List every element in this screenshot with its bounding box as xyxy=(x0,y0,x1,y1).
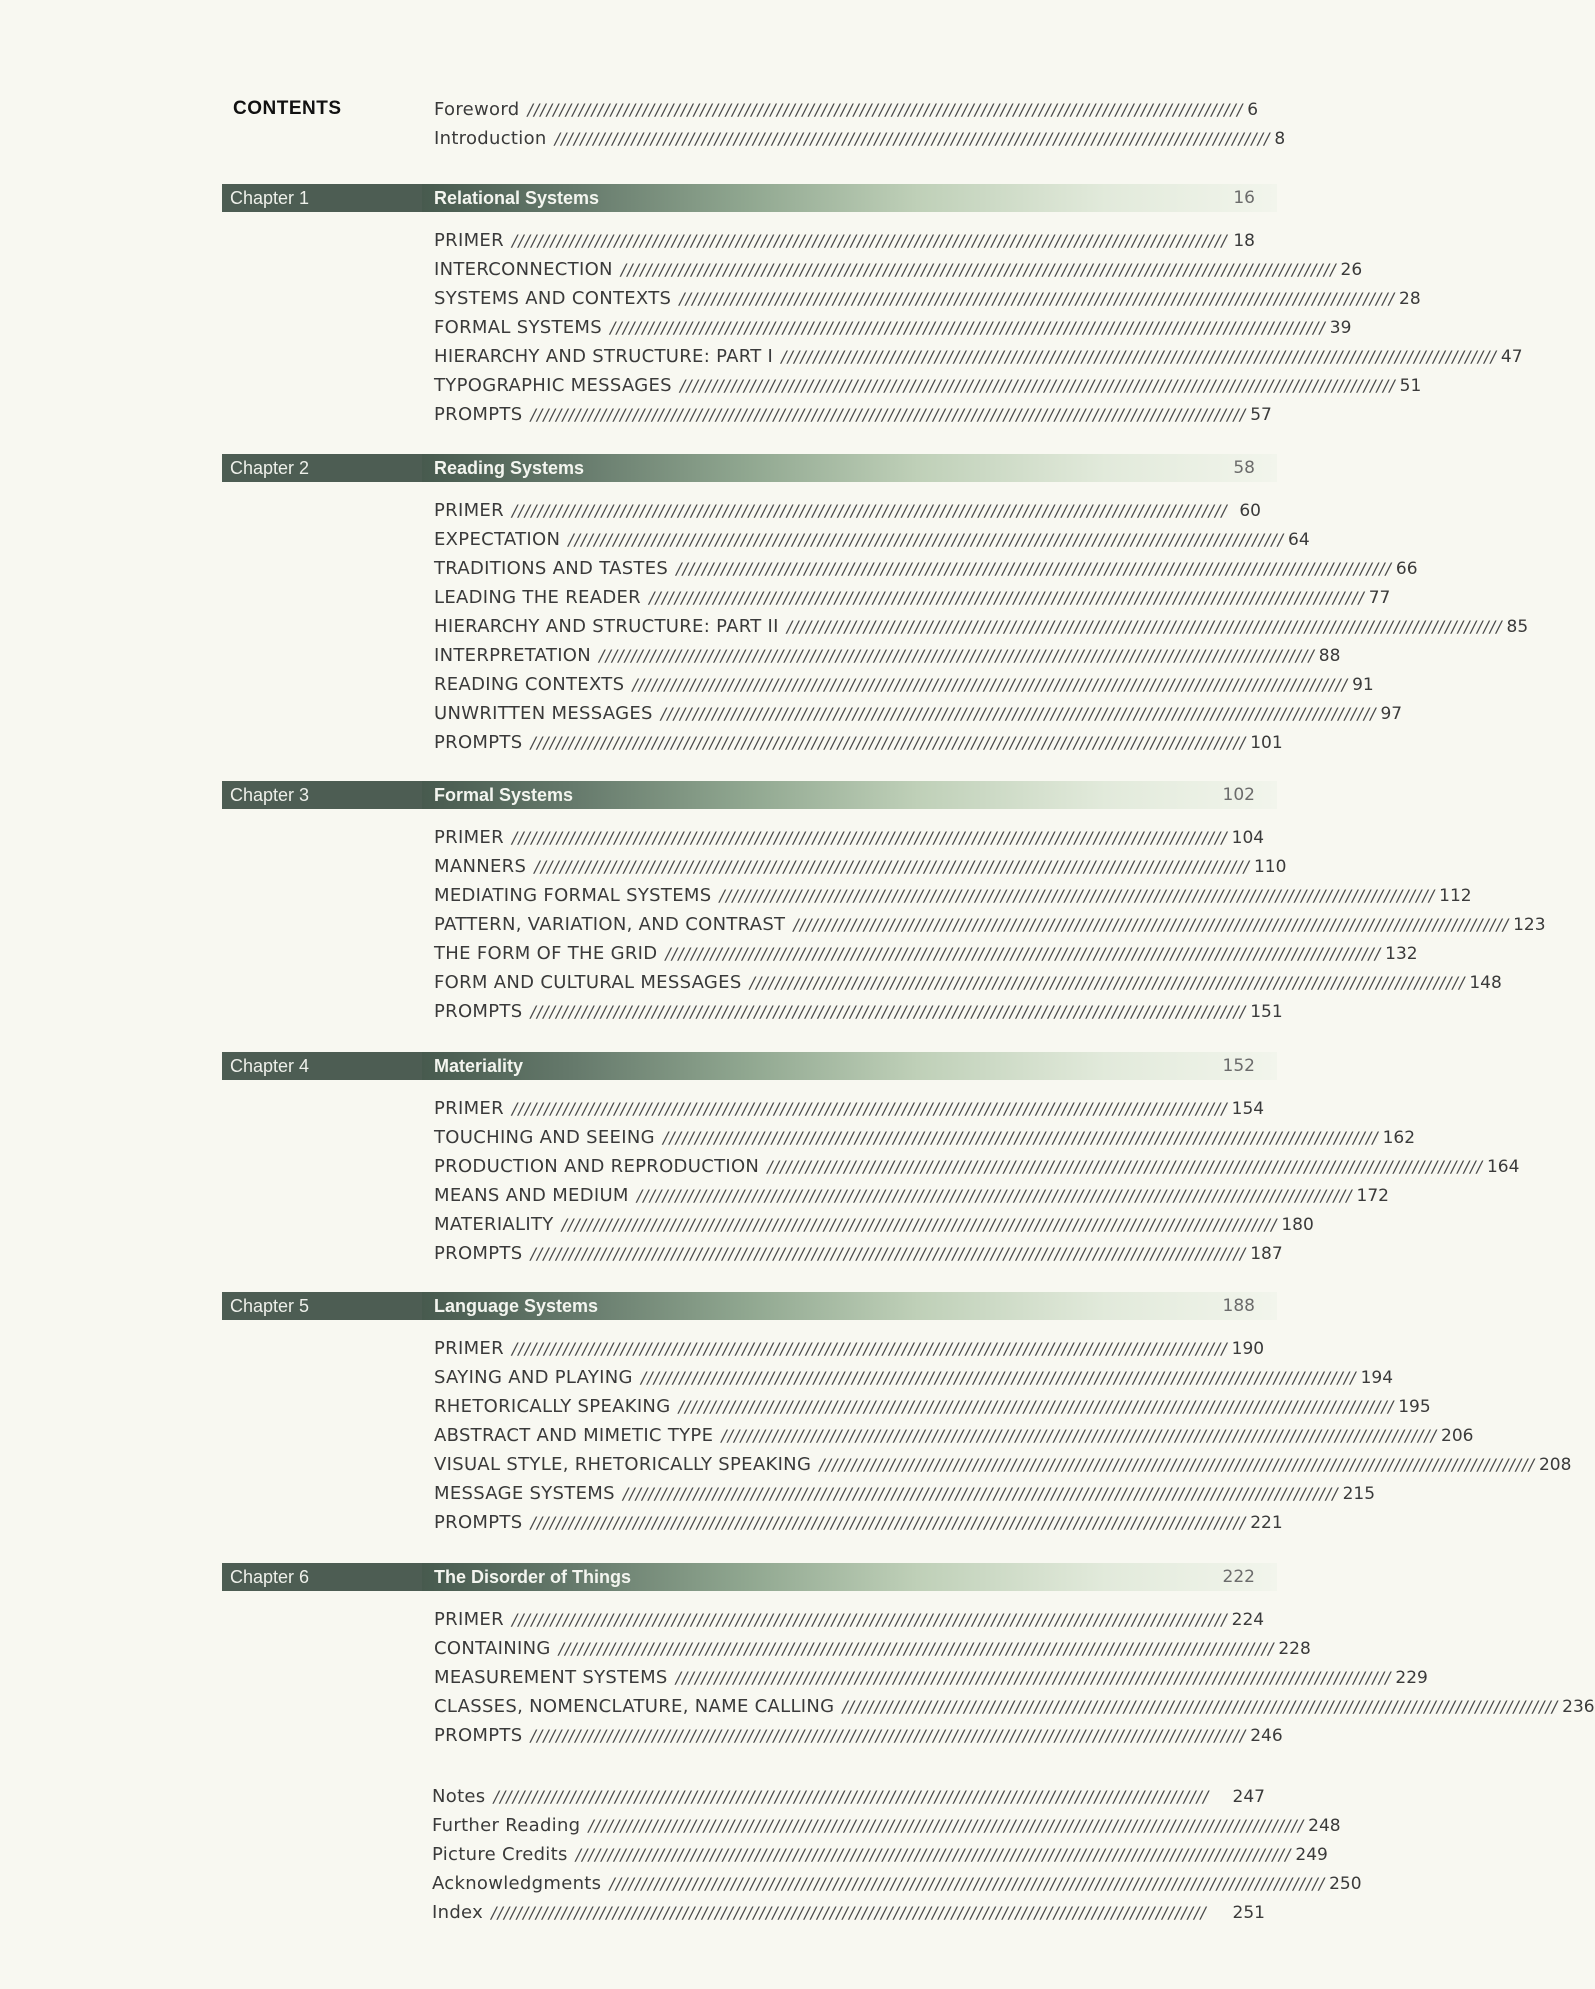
toc-entry[interactable] xyxy=(434,672,1374,698)
toc-entry-label: PRODUCTION AND REPRODUCTION xyxy=(434,1156,760,1177)
toc-entry-label: Further Reading xyxy=(432,1815,581,1836)
toc-entry-label: THE FORM OF THE GRID xyxy=(434,943,658,964)
toc-entry[interactable] xyxy=(434,97,1259,123)
toc-entry-page: 88 xyxy=(1318,646,1341,666)
toc-entry-page: 208 xyxy=(1538,1455,1572,1475)
chapter-header[interactable] xyxy=(222,184,1277,212)
dot-leader: //////////////////////////////////////////////////////////////////////////////////////////////////////////////// xyxy=(636,1186,1353,1205)
chapter-title: Relational Systems xyxy=(434,188,600,208)
toc-entry-label: ABSTRACT AND MIMETIC TYPE xyxy=(434,1425,714,1446)
toc-entry-page: 248 xyxy=(1308,1816,1341,1836)
toc-entry-label: CONTAINING xyxy=(434,1638,551,1659)
toc-entry[interactable] xyxy=(434,527,1310,553)
toc-entry-page: 194 xyxy=(1360,1368,1394,1388)
toc-entry-label: Index xyxy=(432,1902,484,1923)
toc-entry-label: PRIMER xyxy=(434,1338,504,1359)
toc-entry-label: MANNERS xyxy=(434,856,527,877)
toc-entry-page: 28 xyxy=(1399,289,1421,309)
toc-entry-page: 97 xyxy=(1380,704,1403,724)
toc-entry-page: 91 xyxy=(1352,675,1374,695)
toc-entry[interactable] xyxy=(434,643,1341,669)
toc-entry-page: 6 xyxy=(1247,100,1259,120)
toc-entry[interactable] xyxy=(434,585,1391,611)
toc-entry[interactable] xyxy=(434,1723,1283,1749)
toc-entry[interactable] xyxy=(434,1636,1311,1662)
dot-leader: //////////////////////////////////////////////////////////////////////////////////////////////////////////////// xyxy=(662,1128,1379,1147)
toc-entry[interactable] xyxy=(434,315,1352,341)
chapter-tab: Chapter 3 xyxy=(222,781,422,809)
toc-entry-label: Foreword xyxy=(434,99,520,120)
dot-leader: //////////////////////////////////////////////////////////////////////////////////////////////////////////////// xyxy=(781,347,1497,366)
dot-leader: //////////////////////////////////////////////////////////////////////////////////////////////////////////////// xyxy=(767,1157,1483,1176)
chapter-tab: Chapter 4 xyxy=(222,1052,422,1080)
toc-entry[interactable] xyxy=(434,1183,1389,1209)
toc-entry[interactable] xyxy=(434,126,1286,152)
dot-leader: //////////////////////////////////////////////////////////////////////////////////////////////////////////////// xyxy=(609,1874,1326,1893)
dot-leader: //////////////////////////////////////////////////////////////////////////////////////////////////////////////// xyxy=(679,376,1396,395)
chapter-title: Materiality xyxy=(434,1056,524,1076)
chapter-header[interactable] xyxy=(222,781,1277,809)
dot-leader: //////////////////////////////////////////////////////////////////////////////////////////////////////////////// xyxy=(568,530,1285,549)
chapter-page-number: 222 xyxy=(1222,1567,1255,1587)
toc-entry-label: MATERIALITY xyxy=(434,1214,554,1235)
dot-leader: //////////////////////////////////////////////////////////////////////////////////////////////////////////////// xyxy=(511,1610,1228,1629)
toc-entry-label: HIERARCHY AND STRUCTURE: PART I xyxy=(434,346,774,367)
toc-entry-page: 236 xyxy=(1562,1697,1595,1717)
toc-entry[interactable] xyxy=(434,1241,1283,1267)
dot-leader: //////////////////////////////////////////////////////////////////////////////////////////////////////////////// xyxy=(610,318,1326,337)
toc-entry[interactable] xyxy=(434,1154,1520,1180)
toc-entry-label: TRADITIONS AND TASTES xyxy=(434,558,669,579)
toc-entry-page: 110 xyxy=(1253,857,1287,877)
toc-entry-page: 247 xyxy=(1232,1787,1265,1807)
toc-entry-label: RHETORICALLY SPEAKING xyxy=(434,1396,671,1417)
toc-entry[interactable] xyxy=(434,701,1403,727)
toc-entry[interactable] xyxy=(434,402,1272,428)
toc-entry[interactable] xyxy=(432,1842,1328,1868)
toc-entry-page: 66 xyxy=(1395,559,1418,579)
toc-entry-label: LEADING THE READER xyxy=(434,587,641,608)
toc-entry[interactable] xyxy=(434,614,1529,640)
toc-entry[interactable] xyxy=(434,1607,1263,1633)
toc-entry-label: CLASSES, NOMENCLATURE, NAME CALLING xyxy=(434,1696,835,1717)
toc-entry-label: INTERPRETATION xyxy=(434,645,592,666)
toc-entry-page: 51 xyxy=(1399,376,1422,396)
dot-leader: //////////////////////////////////////////////////////////////////////////////////////////////////////////////// xyxy=(665,944,1382,963)
dot-leader: //////////////////////////////////////////////////////////////////////////////////////////////////////////////// xyxy=(558,1639,1275,1658)
toc-entry[interactable] xyxy=(432,1900,1265,1926)
toc-entry-label: HIERARCHY AND STRUCTURE: PART II xyxy=(434,616,779,637)
chapter-header[interactable] xyxy=(222,1292,1277,1320)
dot-leader: //////////////////////////////////////////////////////////////////////////////////////////////////////////////// xyxy=(749,973,1466,992)
toc-entry-page: 154 xyxy=(1231,1099,1265,1119)
toc-entry-label: PROMPTS xyxy=(434,732,523,753)
toc-entry-page: 26 xyxy=(1340,260,1363,280)
toc-entry[interactable] xyxy=(434,1452,1572,1478)
chapter-page-number: 152 xyxy=(1222,1056,1255,1076)
toc-entry-page: 77 xyxy=(1368,588,1391,608)
toc-entry-label: INTERCONNECTION xyxy=(434,259,613,280)
toc-entry-page: 172 xyxy=(1356,1186,1389,1206)
toc-entry[interactable] xyxy=(434,286,1421,312)
dot-leader: //////////////////////////////////////////////////////////////////////////////////////////////////////////////// xyxy=(561,1215,1278,1234)
toc-entry[interactable] xyxy=(432,1813,1341,1839)
toc-entry[interactable] xyxy=(434,912,1546,938)
toc-entry-label: Notes xyxy=(432,1786,486,1807)
toc-entry-page: 39 xyxy=(1329,318,1352,338)
toc-entry[interactable] xyxy=(434,825,1263,851)
dot-leader: //////////////////////////////////////////////////////////////////////////////////////////////////////////////// xyxy=(588,1816,1305,1835)
dot-leader: //////////////////////////////////////////////////////////////////////////////////////////////////////////////// xyxy=(530,405,1247,424)
toc-entry[interactable] xyxy=(434,999,1283,1025)
dot-leader: //////////////////////////////////////////////////////////////////////////////////////////////////////////////// xyxy=(493,1787,1210,1806)
toc-entry-page: 132 xyxy=(1385,944,1418,964)
toc-entry-label: VISUAL STYLE, RHETORICALLY SPEAKING xyxy=(434,1454,812,1475)
contents-heading: CONTENTS xyxy=(233,98,342,119)
dot-leader: //////////////////////////////////////////////////////////////////////////////////////////////////////////////// xyxy=(622,1484,1339,1503)
toc-entry-label: PRIMER xyxy=(434,1609,504,1630)
chapter-gradient-bar xyxy=(422,1052,1277,1080)
chapter-tab: Chapter 6 xyxy=(222,1563,422,1591)
toc-entry[interactable] xyxy=(434,1510,1283,1536)
toc-entry-label: PRIMER xyxy=(434,1098,504,1119)
toc-entry[interactable] xyxy=(434,228,1255,254)
dot-leader: //////////////////////////////////////////////////////////////////////////////////////////////////////////////// xyxy=(511,501,1228,520)
toc-entry-label: READING CONTEXTS xyxy=(434,674,625,695)
toc-entry-label: SYSTEMS AND CONTEXTS xyxy=(434,288,672,309)
toc-entry-page: 148 xyxy=(1469,973,1502,993)
toc-entry-label: TYPOGRAPHIC MESSAGES xyxy=(434,375,672,396)
toc-entry[interactable] xyxy=(434,1665,1428,1691)
chapter-header[interactable] xyxy=(222,454,1277,482)
toc-entry-page: 123 xyxy=(1513,915,1546,935)
toc-entry-label: PRIMER xyxy=(434,500,504,521)
toc-entry[interactable] xyxy=(432,1784,1265,1810)
dot-leader: //////////////////////////////////////////////////////////////////////////////////////////////////////////////// xyxy=(599,646,1315,665)
toc-entry-label: PROMPTS xyxy=(434,1725,523,1746)
toc-entry-label: PROMPTS xyxy=(434,1512,523,1533)
toc-entry-page: 206 xyxy=(1441,1426,1474,1446)
toc-entry-label: MEANS AND MEDIUM xyxy=(434,1185,629,1206)
toc-entry-page: 249 xyxy=(1295,1845,1328,1865)
toc-entry[interactable] xyxy=(434,854,1287,880)
chapter-title: Language Systems xyxy=(434,1296,599,1316)
toc-entry-label: MESSAGE SYSTEMS xyxy=(434,1483,615,1504)
dot-leader: //////////////////////////////////////////////////////////////////////////////////////////////////////////////// xyxy=(527,100,1244,119)
chapter-tab: Chapter 1 xyxy=(222,184,422,212)
dot-leader: //////////////////////////////////////////////////////////////////////////////////////////////////////////////// xyxy=(530,1002,1247,1021)
toc-entry[interactable] xyxy=(434,257,1363,283)
toc-entry-page: 104 xyxy=(1231,828,1265,848)
toc-entry-label: Acknowledgments xyxy=(432,1873,602,1894)
chapter-page-number: 58 xyxy=(1233,458,1255,478)
toc-entry-page: 47 xyxy=(1500,347,1523,367)
dot-leader: //////////////////////////////////////////////////////////////////////////////////////////////////////////////// xyxy=(719,886,1436,905)
dot-leader: //////////////////////////////////////////////////////////////////////////////////////////////////////////////// xyxy=(511,1099,1228,1118)
dot-leader: //////////////////////////////////////////////////////////////////////////////////////////////////////////////// xyxy=(530,733,1247,752)
toc-entry[interactable] xyxy=(434,941,1418,967)
toc-entry-label: EXPECTATION xyxy=(434,529,561,550)
toc-entry-label: PRIMER xyxy=(434,230,504,251)
toc-entry-page: 18 xyxy=(1233,231,1255,251)
toc-entry-page: 64 xyxy=(1288,530,1310,550)
dot-leader: //////////////////////////////////////////////////////////////////////////////////////////////////////////////// xyxy=(491,1903,1207,1922)
toc-entry-page: 112 xyxy=(1439,886,1472,906)
dot-leader: //////////////////////////////////////////////////////////////////////////////////////////////////////////////// xyxy=(530,1513,1247,1532)
toc-entry-page: 151 xyxy=(1250,1002,1283,1022)
chapter-header[interactable] xyxy=(222,1052,1277,1080)
toc-entry[interactable] xyxy=(434,1694,1595,1720)
toc-entry-page: 57 xyxy=(1250,405,1272,425)
dot-leader: //////////////////////////////////////////////////////////////////////////////////////////////////////////////// xyxy=(554,129,1271,148)
dot-leader: //////////////////////////////////////////////////////////////////////////////////////////////////////////////// xyxy=(511,1339,1228,1358)
toc-entry-page: 246 xyxy=(1250,1726,1283,1746)
dot-leader: //////////////////////////////////////////////////////////////////////////////////////////////////////////////// xyxy=(660,704,1377,723)
toc-entry-label: PROMPTS xyxy=(434,1001,523,1022)
toc-entry[interactable] xyxy=(434,1096,1263,1122)
dot-leader: //////////////////////////////////////////////////////////////////////////////////////////////////////////////// xyxy=(648,588,1365,607)
dot-leader: //////////////////////////////////////////////////////////////////////////////////////////////////////////////// xyxy=(721,1426,1437,1445)
toc-entry-label: PROMPTS xyxy=(434,1243,523,1264)
toc-entry-page: 224 xyxy=(1231,1610,1265,1630)
toc-entry[interactable] xyxy=(434,1365,1394,1391)
dot-leader: //////////////////////////////////////////////////////////////////////////////////////////////////////////////// xyxy=(675,1668,1392,1687)
dot-leader: //////////////////////////////////////////////////////////////////////////////////////////////////////////////// xyxy=(676,559,1392,578)
toc-entry-page: 221 xyxy=(1250,1513,1283,1533)
toc-entry-label: SAYING AND PLAYING xyxy=(434,1367,633,1388)
toc-entry-page: 164 xyxy=(1486,1157,1520,1177)
dot-leader: //////////////////////////////////////////////////////////////////////////////////////////////////////////////// xyxy=(620,260,1337,279)
toc-entry-page: 85 xyxy=(1506,617,1529,637)
chapter-title: Reading Systems xyxy=(434,458,585,478)
dot-leader: //////////////////////////////////////////////////////////////////////////////////////////////////////////////// xyxy=(534,857,1250,876)
toc-entry-label: PROMPTS xyxy=(434,404,523,425)
dot-leader: //////////////////////////////////////////////////////////////////////////////////////////////////////////////// xyxy=(679,289,1396,308)
dot-leader: //////////////////////////////////////////////////////////////////////////////////////////////////////////////// xyxy=(575,1845,1292,1864)
toc-entry[interactable] xyxy=(434,1336,1263,1362)
toc-entry-page: 8 xyxy=(1274,129,1286,149)
toc-entry-page: 60 xyxy=(1239,501,1261,521)
toc-entry[interactable] xyxy=(432,1871,1362,1897)
chapter-header[interactable] xyxy=(222,1563,1277,1591)
toc-entry[interactable] xyxy=(434,498,1261,524)
toc-entry-label: MEASUREMENT SYSTEMS xyxy=(434,1667,668,1688)
toc-entry-page: 250 xyxy=(1329,1874,1362,1894)
toc-entry-label: MEDIATING FORMAL SYSTEMS xyxy=(434,885,712,906)
toc-entry-page: 228 xyxy=(1278,1639,1311,1659)
chapter-page-number: 188 xyxy=(1222,1296,1255,1316)
dot-leader: //////////////////////////////////////////////////////////////////////////////////////////////////////////////// xyxy=(793,915,1510,934)
toc-entry[interactable] xyxy=(434,1423,1474,1449)
toc-entry[interactable] xyxy=(434,1125,1416,1151)
chapter-tab: Chapter 2 xyxy=(222,454,422,482)
toc-entry[interactable] xyxy=(434,970,1502,996)
dot-leader: //////////////////////////////////////////////////////////////////////////////////////////////////////////////// xyxy=(530,1726,1247,1745)
dot-leader: //////////////////////////////////////////////////////////////////////////////////////////////////////////////// xyxy=(678,1397,1395,1416)
toc-entry-page: 195 xyxy=(1398,1397,1431,1417)
toc-entry[interactable] xyxy=(434,1481,1376,1507)
dot-leader: //////////////////////////////////////////////////////////////////////////////////////////////////////////////// xyxy=(530,1244,1247,1263)
chapter-page-number: 102 xyxy=(1222,785,1255,805)
toc-entry-label: FORMAL SYSTEMS xyxy=(434,317,602,338)
toc-entry[interactable] xyxy=(434,883,1472,909)
toc-entry-label: UNWRITTEN MESSAGES xyxy=(434,703,653,724)
toc-entry-page: 180 xyxy=(1281,1215,1314,1235)
toc-entry-page: 190 xyxy=(1231,1339,1265,1359)
dot-leader: //////////////////////////////////////////////////////////////////////////////////////////////////////////////// xyxy=(842,1697,1559,1716)
toc-entry-label: PATTERN, VARIATION, AND CONTRAST xyxy=(434,914,786,935)
dot-leader: //////////////////////////////////////////////////////////////////////////////////////////////////////////////// xyxy=(640,1368,1357,1387)
chapter-title: The Disorder of Things xyxy=(434,1567,632,1587)
dot-leader: //////////////////////////////////////////////////////////////////////////////////////////////////////////////// xyxy=(511,828,1228,847)
toc-entry-page: 251 xyxy=(1232,1903,1265,1923)
toc-entry[interactable] xyxy=(434,344,1523,370)
dot-leader: //////////////////////////////////////////////////////////////////////////////////////////////////////////////// xyxy=(786,617,1503,636)
toc-entry-page: 101 xyxy=(1250,733,1283,753)
chapter-tab: Chapter 5 xyxy=(222,1292,422,1320)
chapter-title: Formal Systems xyxy=(434,785,574,805)
toc-entry-page: 162 xyxy=(1382,1128,1416,1148)
toc-entry-page: 187 xyxy=(1250,1244,1283,1264)
chapter-page-number: 16 xyxy=(1233,188,1255,208)
toc-entry-page: 229 xyxy=(1395,1668,1428,1688)
toc-entry[interactable] xyxy=(434,556,1418,582)
toc-entry-label: Introduction xyxy=(434,128,547,149)
dot-leader: //////////////////////////////////////////////////////////////////////////////////////////////////////////////// xyxy=(819,1455,1535,1474)
toc-entry-page: 215 xyxy=(1342,1484,1376,1504)
dot-leader: //////////////////////////////////////////////////////////////////////////////////////////////////////////////// xyxy=(511,231,1228,250)
toc-entry[interactable] xyxy=(434,1212,1314,1238)
toc-entry[interactable] xyxy=(434,730,1283,756)
toc-entry-label: PRIMER xyxy=(434,827,504,848)
toc-entry-label: Picture Credits xyxy=(432,1844,568,1865)
dot-leader: //////////////////////////////////////////////////////////////////////////////////////////////////////////////// xyxy=(632,675,1349,694)
toc-entry[interactable] xyxy=(434,373,1422,399)
toc-entry-label: FORM AND CULTURAL MESSAGES xyxy=(434,972,742,993)
toc-entry-label: TOUCHING AND SEEING xyxy=(434,1127,655,1148)
toc-entry[interactable] xyxy=(434,1394,1431,1420)
